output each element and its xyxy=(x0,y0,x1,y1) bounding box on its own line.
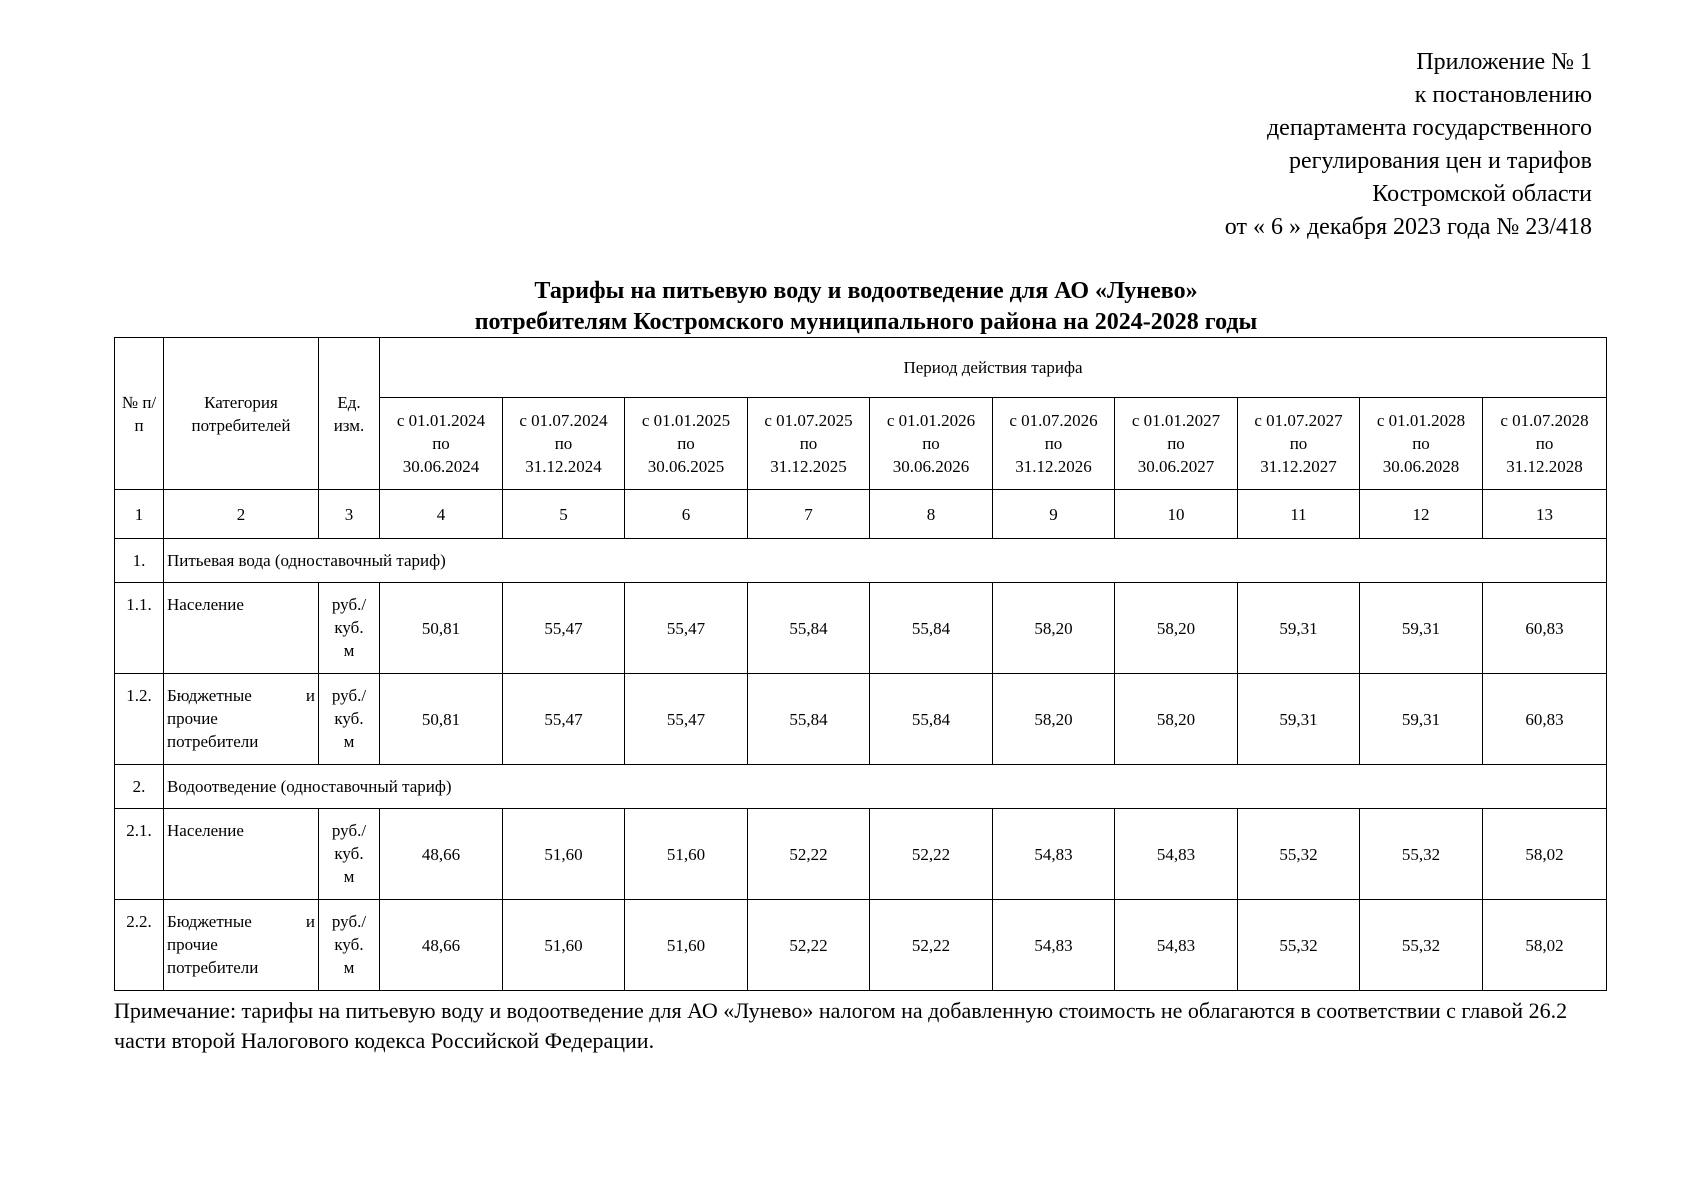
period-header-cell xyxy=(380,398,503,490)
period-from: с 01.07.2028 xyxy=(1500,411,1589,430)
tariff-value: 58,20 xyxy=(993,674,1115,765)
appendix-block xyxy=(1225,46,1592,244)
tariff-value: 60,83 xyxy=(1483,583,1607,674)
row-num: 2.2. xyxy=(115,900,164,991)
column-number-cell: 12 xyxy=(1360,490,1483,539)
period-header-cell xyxy=(1238,398,1360,490)
period-from: с 01.01.2026 xyxy=(886,411,976,430)
category-line: прочие xyxy=(167,935,218,954)
tariff-value: 55,84 xyxy=(870,674,993,765)
section-row xyxy=(115,765,1607,809)
period-header-cell xyxy=(503,398,625,490)
header-unit: Ед. изм. xyxy=(319,338,380,490)
row-category xyxy=(164,809,319,900)
period-header-cell xyxy=(748,398,870,490)
period-from: с 01.01.2024 xyxy=(396,411,486,430)
period-po: по xyxy=(1412,434,1430,453)
row-category xyxy=(164,900,319,991)
tariff-value: 51,60 xyxy=(503,900,625,991)
period-header-cell xyxy=(993,398,1115,490)
section-row xyxy=(115,539,1607,583)
period-header-cell xyxy=(1360,398,1483,490)
row-unit xyxy=(319,674,380,765)
period-from: с 01.07.2027 xyxy=(1254,411,1343,430)
period-from: с 01.01.2027 xyxy=(1131,411,1221,430)
column-number-cell: 8 xyxy=(870,490,993,539)
tariff-value: 58,20 xyxy=(1115,674,1238,765)
period-to: 30.06.2026 xyxy=(892,457,970,476)
table-row xyxy=(115,674,1607,765)
tariff-value: 58,02 xyxy=(1483,900,1607,991)
column-number-cell: 4 xyxy=(380,490,503,539)
unit-line: м xyxy=(343,867,355,886)
tariff-value: 55,32 xyxy=(1238,809,1360,900)
period-from: с 01.07.2025 xyxy=(764,411,853,430)
unit-line: куб. xyxy=(334,618,364,637)
tariff-value: 59,31 xyxy=(1360,583,1483,674)
tariff-value: 59,31 xyxy=(1238,674,1360,765)
period-to: 31.12.2024 xyxy=(525,457,602,476)
tariff-value: 59,31 xyxy=(1360,674,1483,765)
tariff-value: 52,22 xyxy=(870,900,993,991)
period-from: с 01.01.2028 xyxy=(1376,411,1466,430)
section-title: Водоотведение (одноставочный тариф) xyxy=(164,765,1607,809)
column-numbers-row xyxy=(115,490,1607,539)
tariff-value: 60,83 xyxy=(1483,674,1607,765)
period-header-cell xyxy=(1115,398,1238,490)
period-to: 30.06.2027 xyxy=(1137,457,1215,476)
tariff-value: 55,47 xyxy=(503,674,625,765)
tariff-value: 54,83 xyxy=(1115,809,1238,900)
tariff-table xyxy=(114,337,1607,991)
unit-line: руб./ xyxy=(331,595,367,614)
tariff-value: 59,31 xyxy=(1238,583,1360,674)
tariff-value: 55,32 xyxy=(1238,900,1360,991)
section-num: 2. xyxy=(115,765,164,809)
category-line xyxy=(167,684,315,707)
row-category xyxy=(164,674,319,765)
unit-line: м xyxy=(343,958,355,977)
period-po: по xyxy=(1167,434,1185,453)
tariff-value: 55,32 xyxy=(1360,900,1483,991)
row-num: 1.2. xyxy=(115,674,164,765)
period-from: с 01.07.2024 xyxy=(519,411,608,430)
tariff-value: 54,83 xyxy=(993,809,1115,900)
period-header-cell xyxy=(1483,398,1607,490)
period-from: с 01.07.2026 xyxy=(1009,411,1098,430)
appendix-line: от « 6 » декабря 2023 года № 23/418 xyxy=(1224,214,1592,240)
table-row xyxy=(115,809,1607,900)
tariff-value: 52,22 xyxy=(748,900,870,991)
unit-line: руб./ xyxy=(331,686,367,705)
period-header-cell xyxy=(870,398,993,490)
tariff-value: 48,66 xyxy=(380,809,503,900)
row-unit xyxy=(319,900,380,991)
column-number-cell: 3 xyxy=(319,490,380,539)
tariff-value: 58,20 xyxy=(1115,583,1238,674)
period-po: по xyxy=(1044,434,1063,453)
row-num: 1.1. xyxy=(115,583,164,674)
appendix-line: департамента государственного xyxy=(1266,115,1592,141)
section-title: Питьевая вода (одноставочный тариф) xyxy=(164,539,1607,583)
table-row xyxy=(115,900,1607,991)
unit-line: куб. xyxy=(334,709,364,728)
unit-line: куб. xyxy=(334,844,364,863)
column-number-cell: 5 xyxy=(503,490,625,539)
unit-line: куб. xyxy=(334,935,364,954)
section-num: 1. xyxy=(115,539,164,583)
column-number-cell: 9 xyxy=(993,490,1115,539)
tariff-value: 50,81 xyxy=(380,583,503,674)
header-row xyxy=(115,338,1607,398)
period-po: по xyxy=(799,434,818,453)
row-category xyxy=(164,583,319,674)
category-word: и xyxy=(305,912,315,931)
appendix-line: Костромской области xyxy=(1372,181,1592,207)
tariff-value: 51,60 xyxy=(625,809,748,900)
period-to: 30.06.2028 xyxy=(1382,457,1460,476)
period-po: по xyxy=(554,434,573,453)
tariff-value: 58,02 xyxy=(1483,809,1607,900)
tariff-value: 55,47 xyxy=(625,674,748,765)
period-po: по xyxy=(432,434,450,453)
tariff-value: 54,83 xyxy=(1115,900,1238,991)
category-line: Население xyxy=(167,821,244,840)
period-po: по xyxy=(922,434,940,453)
period-to: 31.12.2027 xyxy=(1260,457,1337,476)
category-line: потребители xyxy=(167,958,259,977)
tariff-value: 51,60 xyxy=(625,900,748,991)
header-period-title: Период действия тарифа xyxy=(380,338,1607,398)
title-line: потребителям Костромского муниципального района на 2024-2028 годы xyxy=(474,309,1258,335)
unit-line: руб./ xyxy=(331,821,367,840)
footnote: Примечание: тарифы на питьевую воду и водоотведение для АО «Лунево» налогом на добавленную стоимость не облагаются в соответствии с главой 26.2 части второй Налогового кодекса Российской Федерации. xyxy=(114,998,1568,1053)
column-number-cell: 13 xyxy=(1483,490,1607,539)
category-line xyxy=(167,910,315,933)
appendix-line: к постановлению xyxy=(1414,82,1592,108)
row-num: 2.1. xyxy=(115,809,164,900)
column-number-cell: 2 xyxy=(164,490,319,539)
tariff-value: 55,84 xyxy=(870,583,993,674)
unit-line: м xyxy=(343,732,355,751)
category-word: и xyxy=(305,686,315,705)
tariff-value: 55,84 xyxy=(748,674,870,765)
tariff-value: 58,20 xyxy=(993,583,1115,674)
appendix-line: Приложение № 1 xyxy=(1416,49,1592,75)
category-line: Население xyxy=(167,595,244,614)
document-title xyxy=(116,276,1616,338)
period-po: по xyxy=(677,434,695,453)
column-number-cell: 1 xyxy=(115,490,164,539)
period-to: 31.12.2025 xyxy=(770,457,847,476)
column-number-cell: 10 xyxy=(1115,490,1238,539)
period-to: 31.12.2026 xyxy=(1015,457,1092,476)
tariff-value: 55,47 xyxy=(625,583,748,674)
tariff-value: 55,32 xyxy=(1360,809,1483,900)
row-unit xyxy=(319,809,380,900)
tariff-value: 50,81 xyxy=(380,674,503,765)
category-word: Бюджетные xyxy=(167,912,252,931)
title-line: Тарифы на питьевую воду и водоотведение для АО «Лунево» xyxy=(534,278,1198,304)
period-header-cell xyxy=(625,398,748,490)
column-number-cell: 11 xyxy=(1238,490,1360,539)
tariff-value: 52,22 xyxy=(870,809,993,900)
column-number-cell: 6 xyxy=(625,490,748,539)
period-to: 30.06.2025 xyxy=(647,457,725,476)
table-row xyxy=(115,583,1607,674)
period-po: по xyxy=(1289,434,1308,453)
unit-line: м xyxy=(343,641,355,660)
tariff-value: 51,60 xyxy=(503,809,625,900)
tariff-value: 54,83 xyxy=(993,900,1115,991)
category-line: потребители xyxy=(167,732,259,751)
tariff-value: 55,84 xyxy=(748,583,870,674)
category-line: прочие xyxy=(167,709,218,728)
tariff-value: 48,66 xyxy=(380,900,503,991)
period-to: 31.12.2028 xyxy=(1506,457,1583,476)
period-po: по xyxy=(1535,434,1554,453)
unit-line: руб./ xyxy=(331,912,367,931)
category-word: Бюджетные xyxy=(167,686,252,705)
appendix-line: регулирования цен и тарифов xyxy=(1289,148,1592,174)
period-to: 30.06.2024 xyxy=(402,457,480,476)
tariff-value: 52,22 xyxy=(748,809,870,900)
header-num: № п/п xyxy=(115,338,164,490)
period-from: с 01.01.2025 xyxy=(641,411,731,430)
header-category: Категория потребителей xyxy=(164,338,319,490)
tariff-value: 55,47 xyxy=(503,583,625,674)
row-unit xyxy=(319,583,380,674)
column-number-cell: 7 xyxy=(748,490,870,539)
